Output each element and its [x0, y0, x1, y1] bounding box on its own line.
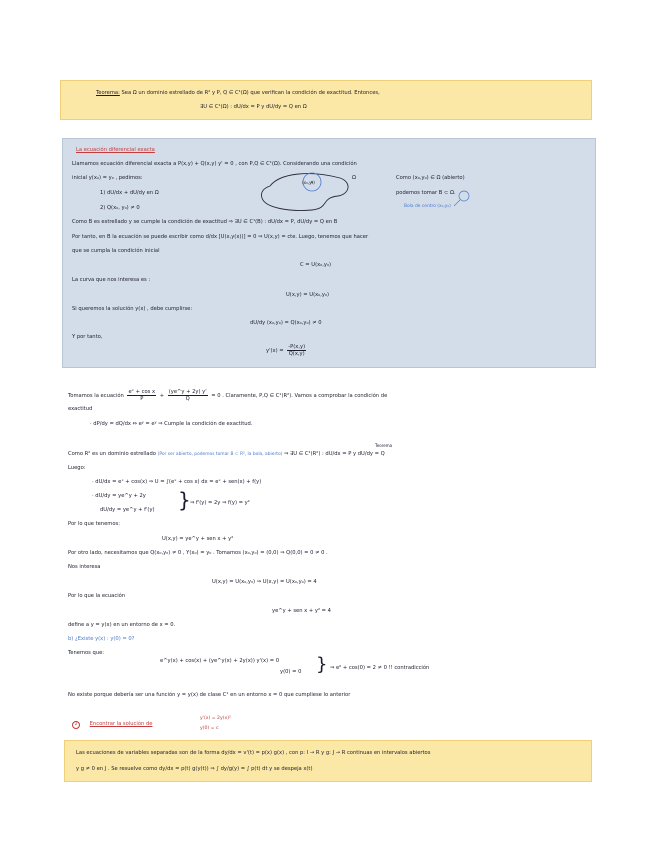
exercise-number: 2: [72, 721, 80, 729]
example-line-17: Tenemos que:: [68, 650, 105, 656]
example-p-term: [127, 389, 156, 402]
example-p-numerator: eˣ + cos x: [128, 389, 156, 395]
exact-line-10: dU/dy (x₀,y₀) = Q(x₀,y₀) ≠ 0: [250, 320, 322, 326]
example-line-15: define a y = y(x) en un entorno de x = 0.: [68, 622, 176, 628]
example-question-b: b) ¿Existe y(x) : y(0) = 0?: [68, 636, 135, 642]
exercise-2-title: Encontrar la solución de: [89, 721, 153, 727]
exact-omega-label: Ω: [352, 175, 356, 181]
example-line-18b: y(0) = 0: [280, 669, 302, 675]
derivative-lhs: y'(x) =: [266, 348, 286, 354]
example-line-12: U(x,y) = U(x₀,y₀) ⇒ U(x,y) = U(x₀,y₀) = 4: [212, 579, 317, 585]
example-line-9: U(x,y) = ye^y + sen x + y²: [162, 536, 234, 542]
example-line-7c: ⇒ f'(y) = 2y ⇒ f(y) = y²: [190, 500, 250, 506]
exact-line-4: Por tanto, en B la ecuación se puede escribir como d/dx [U(x,y(x))] = 0 ⇒ U(x,y) = cte. Luego, tenemos que hacer: [72, 234, 369, 240]
exact-line-7: La curva que nos interesa es :: [72, 277, 151, 283]
domain-sketch: [250, 168, 360, 218]
exact-equation-title: La ecuación diferencial exacta: [76, 147, 155, 153]
example-line-1: [68, 389, 387, 402]
theorem-line-1: [96, 90, 380, 96]
exercise-2-system-2: y(0) = c: [200, 726, 219, 731]
example-line-18c: ⇒ e⁰ + cos(0) = 2 ≠ 0 !! contradicción: [330, 665, 430, 671]
example-q-denominator: Q: [185, 396, 190, 402]
example-line-11: Nos interesa: [68, 564, 101, 570]
example-line-2: exactitud: [68, 406, 93, 412]
example-intro: Tomamos la ecuación: [68, 393, 124, 399]
example-star-domain: Como R² es un dominio estrellado: [68, 451, 156, 457]
derivative-fraction: [287, 344, 306, 357]
example-brace-1: }: [178, 488, 191, 512]
example-line-18a: e^y(x) + cos(x) + (ye^y(x) + 2y(x)) y'(x) = 0: [160, 658, 280, 664]
separable-variables-box: [64, 740, 592, 782]
example-line-3: · dP/dy = dQ/dx ⇔ eʸ = eʸ ⇒ Cumple la condición de exactitud.: [90, 421, 253, 427]
example-p-denominator: P: [140, 396, 144, 402]
exact-line-2a: inicial y(x₀) = y₀ , pedimos:: [72, 175, 143, 181]
theorem-label: Teorema:: [96, 90, 120, 96]
example-teorema-tag: Teorema: [375, 443, 393, 448]
example-aside: (Por ser abierto, podemos tomar B ⊂ R², la bola, abierto): [157, 452, 283, 457]
example-brace-2: }: [316, 654, 328, 675]
example-line-6: · dU/dx = eˣ + cos(x) ⇒ U = ∫(eˣ + cos x) dx = eˣ + sen(x) + f(y): [92, 479, 262, 485]
theorem-box: [60, 80, 592, 120]
exact-condition-2: 2) Q(x₀, y₀) ≠ 0: [100, 205, 140, 211]
exact-line-3: Como B es estrellado y se cumple la condición de exactitud ⇒ ∃U ∈ C¹(B) : dU/dx = P, dU/dy = Q en B: [72, 219, 338, 225]
separable-line-1: Las ecuaciones de variables separadas son de la forma dy/dx = v'(t) = p(x) g(x) , con p: I → R y g: J → R continuas en intervalos abiertos: [76, 750, 431, 756]
ball-pointer-arrow: [450, 190, 480, 210]
example-q-numerator: (ye^y + 2y) y': [168, 389, 207, 395]
exact-line-6: C = U(x₀,y₀): [300, 262, 332, 268]
example-line-19: No existe porque debería ser una función y = y(x) de clase C¹ en un entorno x = 0 que cumpliese lo anterior: [68, 692, 351, 698]
exact-line-12: [266, 344, 308, 357]
example-line-10: Por otro lado, necesitamos que Q(x₀,y₀) ≠ 0 , Y(x₀) = y₀ . Tomamos (x₀,y₀) = (0,0) ⇒ Q(0,0) = 0 ≠ 0 .: [68, 550, 328, 556]
example-line-5: Luego:: [68, 465, 86, 471]
exact-condition-1: 1) dU/dx + dU/dy en Ω: [100, 190, 159, 196]
exact-line-8: U(x,y) = U(x₀,y₀): [286, 292, 330, 298]
example-line-14: ye^y + sen x + y² = 4: [272, 608, 331, 614]
example-line-8: Por lo que tenemos:: [68, 521, 120, 527]
exact-line-11: Y por tanto,: [72, 334, 103, 340]
domain-center-label: (x₀,y₀): [302, 180, 315, 185]
example-conclusion: ⇒ ∃U ∈ C¹(R²) : dU/dx = P y dU/dy = Q: [284, 451, 385, 457]
example-line-7a: · dU/dy = ye^y + 2y: [92, 493, 146, 499]
exact-line-5: que se cumpla la condición inicial: [72, 248, 160, 254]
exact-line-2c: Como (x₀,y₀) ∈ Ω (abierto): [396, 175, 465, 181]
example-line-13: Por lo que la ecuación: [68, 593, 126, 599]
derivative-numerator: -P(x,y): [288, 344, 306, 350]
example-line-7b: dU/dy = ye^y + f'(y): [100, 507, 155, 513]
example-claim: = 0 . Claramente, P,Q ∈ C¹(R²). Vamos a comprobar la condición de: [211, 393, 388, 399]
example-line-4: [68, 451, 385, 457]
derivative-denominator: Q(x,y): [288, 351, 305, 357]
separable-line-2: y g ≠ 0 en J . Se resuelve como dy/dx = p(t) g(y(t)) ⇒ ∫ dy/g(y) = ∫ p(t) dt y se despeja x(t): [76, 766, 313, 772]
theorem-line-2: ∃U ∈ C¹(Ω) : dU/dx = P y dU/dy = Q en Ω: [200, 104, 307, 110]
exact-line-1: Llamamos ecuación diferencial exacta a P(x,y) + Q(x,y) y' = 0 , con P,Q ∈ C¹(Ω). Considerando una condición: [72, 161, 357, 167]
theorem-text: Sea Ω un dominio estrellado de R² y P, Q ∈ C¹(Ω) que verifican la condición de exactitud. Entonces,: [121, 90, 380, 96]
exercise-2-system-1: y'(x) = 2y(x)²: [200, 716, 231, 721]
exercise-2-header: [72, 721, 152, 729]
example-plus: +: [159, 393, 165, 399]
exact-ball-remark: podemos tomar B ⊂ Ω.: [396, 190, 456, 196]
example-q-term: [168, 389, 208, 402]
ball-note: Bola de centro (x₀,y₀): [404, 204, 451, 209]
exact-line-9: Si queremos la solución y(x) , debe cumplirse:: [72, 306, 193, 312]
